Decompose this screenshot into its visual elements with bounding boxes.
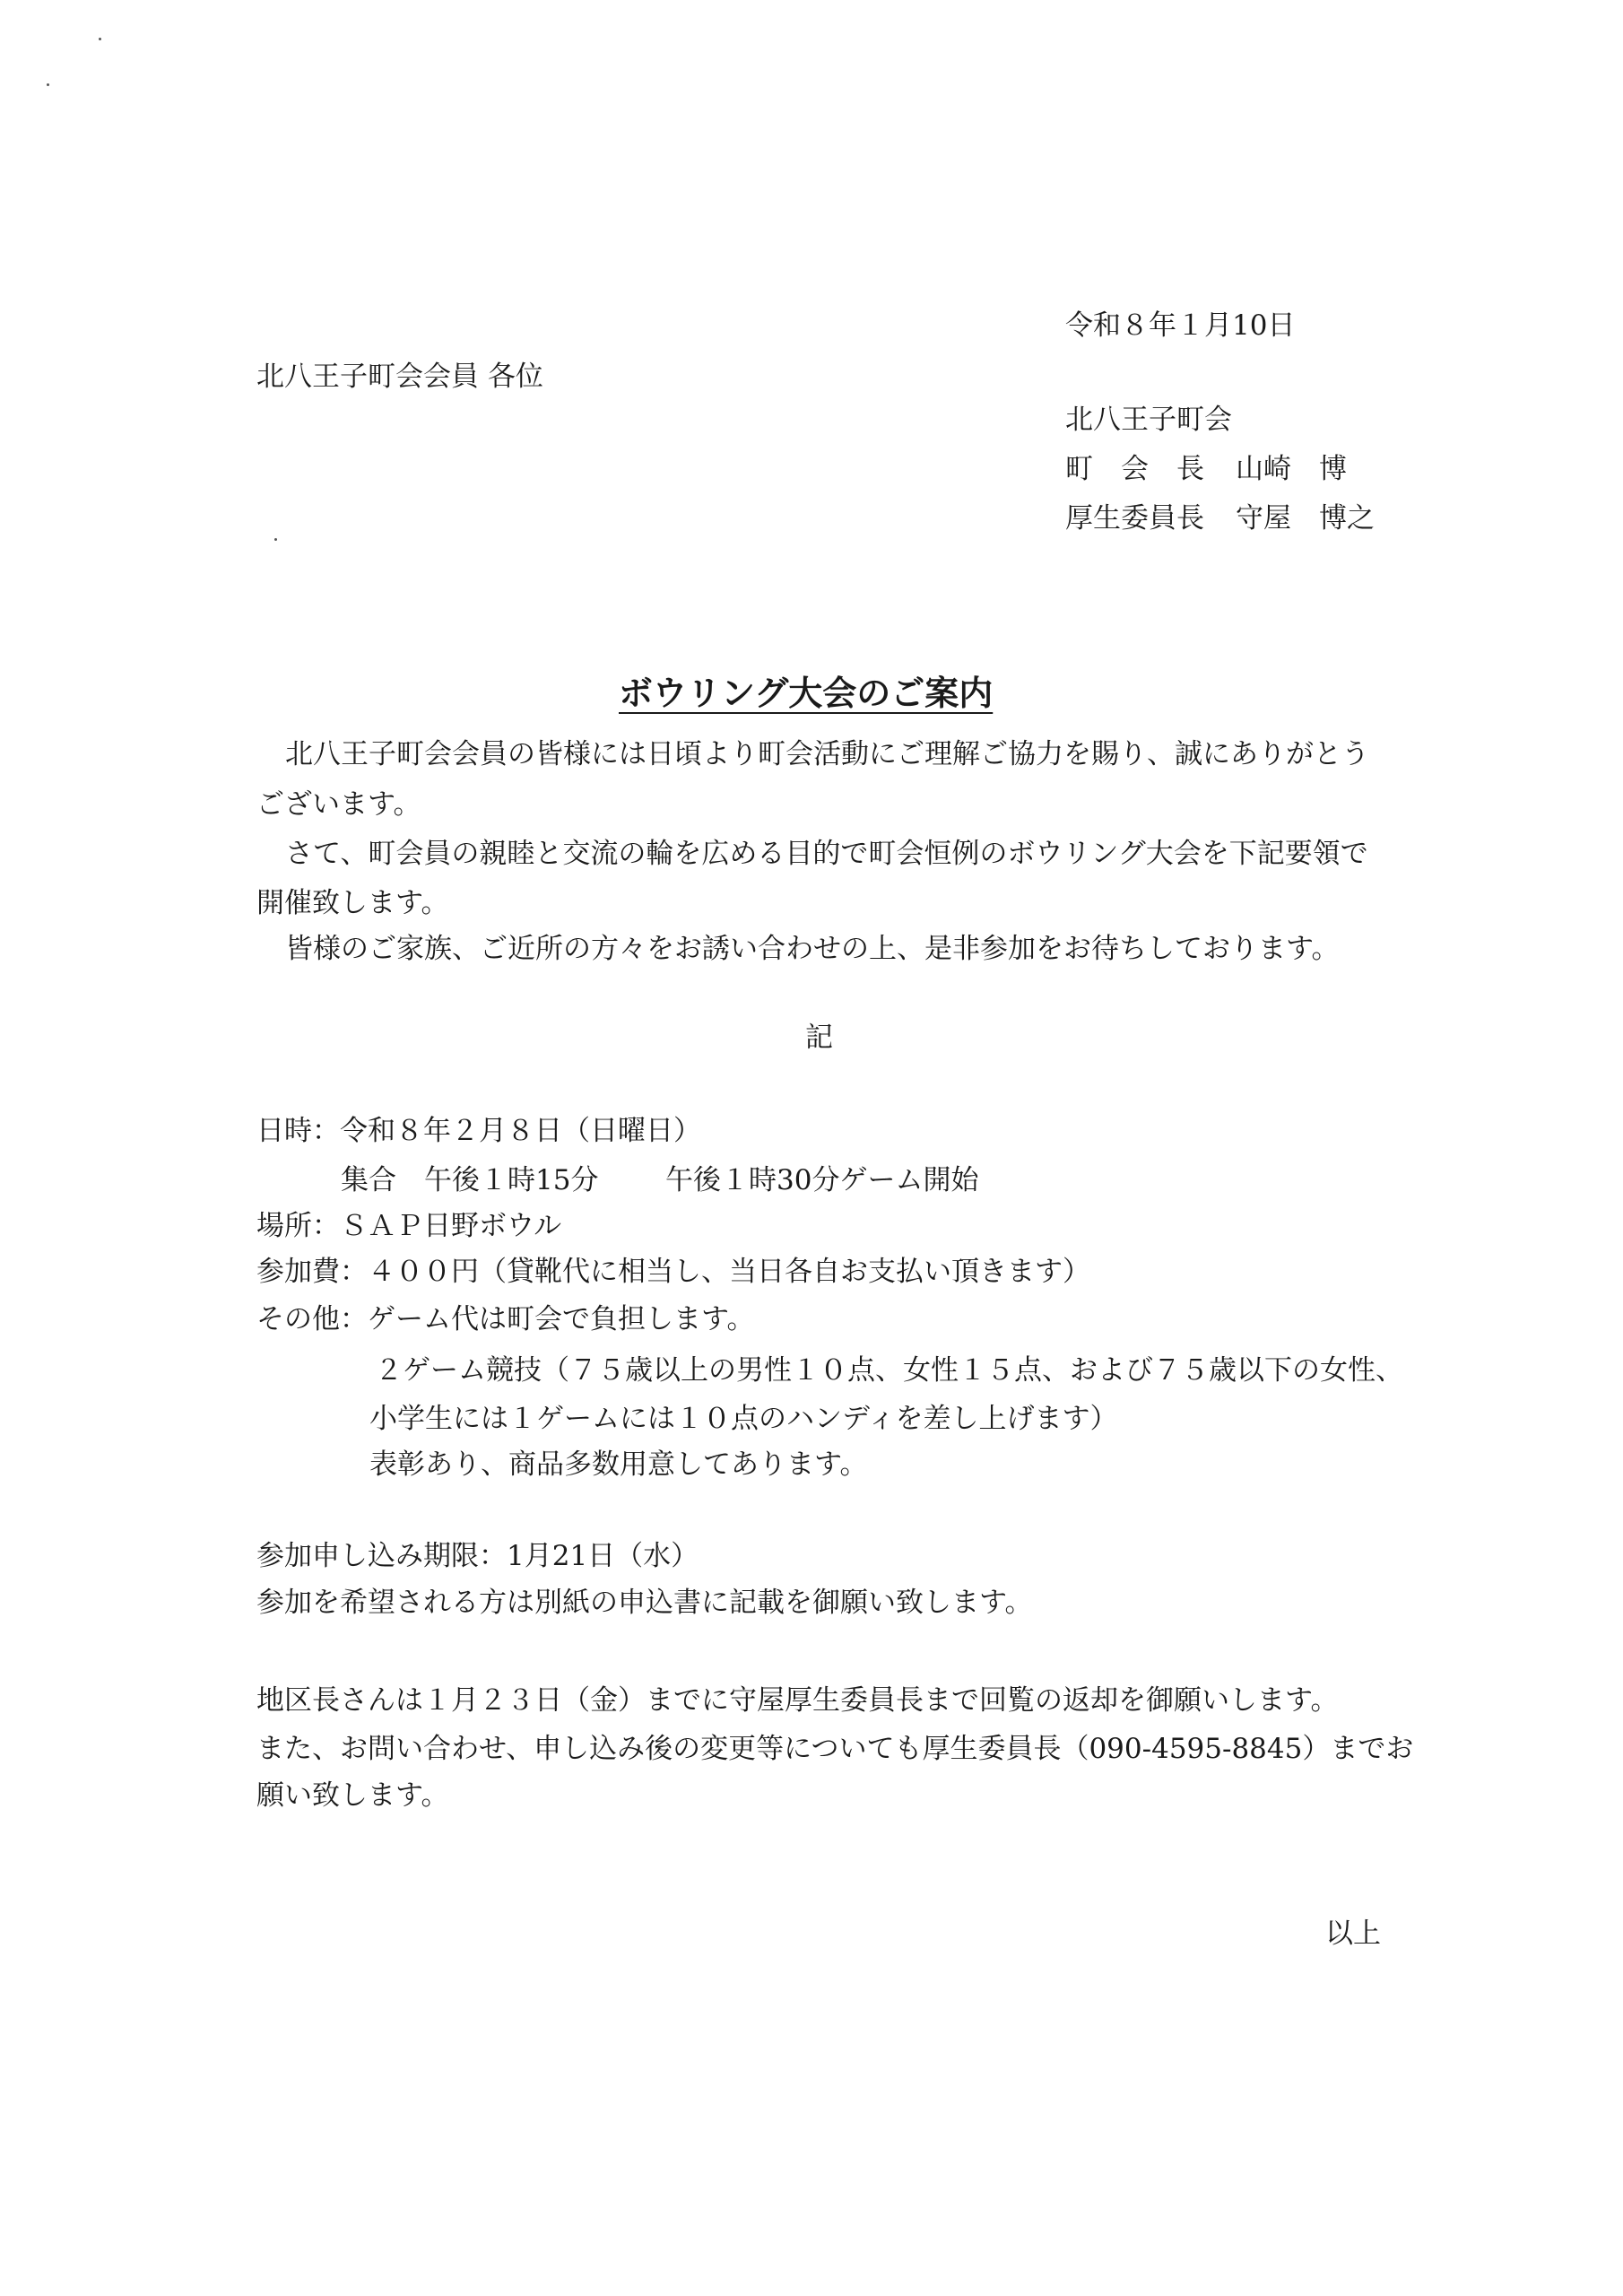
sender-welfare-title: 厚生委員長: [1065, 502, 1204, 535]
scan-speck: [274, 538, 277, 541]
recipient: 北八王子町会会員 各位: [256, 361, 543, 393]
sender-welfare-name: 守屋 博之: [1236, 502, 1375, 535]
intro-paragraph-2-line-2: 開催致します。: [256, 887, 449, 919]
detail-fee: 参加費：４００円（貸靴代に相当し、当日各自お支払い頂きます）: [256, 1256, 1090, 1288]
closing-line-3: 願い致します。: [256, 1779, 449, 1812]
detail-other-line-4: 表彰あり、商品多数用意してあります。: [369, 1448, 868, 1481]
detail-gather-time: 集合 午後１時15分: [341, 1164, 599, 1196]
ki-heading: 記: [805, 1022, 833, 1054]
intro-paragraph-1-line-1: 北八王子町会会員の皆様には日頃より町会活動にご理解ご協力を賜り、誠にありがとう: [285, 738, 1369, 770]
intro-paragraph-2-line-1: さて、町会員の親睦と交流の輪を広める目的で町会恒例のボウリング大会を下記要領で: [285, 838, 1368, 870]
sender-chair-title: 町 会 長: [1065, 453, 1204, 485]
closing-line-2: また、お問い合わせ、申し込み後の変更等についても厚生委員長（090-4595-8845）までお: [256, 1733, 1414, 1765]
detail-other: その他：ゲーム代は町会で負担します。: [256, 1303, 755, 1335]
closing-line-1: 地区長さんは１月２３日（金）までに守屋厚生委員長まで回覧の返却を御願いします。: [256, 1684, 1339, 1717]
intro-paragraph-1-line-2: ございます。: [256, 788, 421, 821]
detail-other-line-3: 小学生には１ゲームには１０点のハンディを差し上げます）: [369, 1403, 1118, 1435]
end-mark: 以上: [1325, 1918, 1381, 1950]
document-date: 令和８年１月10日: [1065, 309, 1296, 342]
deadline-line-1: 参加申し込み期限：1月21日（水）: [256, 1540, 699, 1572]
deadline-line-2: 参加を希望される方は別紙の申込書に記載を御願い致します。: [256, 1587, 1033, 1619]
scan-speck: [47, 83, 49, 86]
intro-paragraph-3: 皆様のご家族、ご近所の方々をお誘い合わせの上、是非参加をお待ちしております。: [285, 933, 1340, 965]
sender-org: 北八王子町会: [1065, 404, 1232, 436]
document-title: ボウリング大会のご案内: [619, 673, 994, 713]
scan-speck: [99, 38, 101, 40]
sender-chair-name: 山崎 博: [1236, 453, 1347, 485]
detail-datetime: 日時：令和８年２月８日（日曜日）: [256, 1115, 701, 1147]
detail-game-start: 午後１時30分ゲーム開始: [665, 1164, 979, 1196]
detail-other-line-2: ２ゲーム競技（７５歳以上の男性１０点、女性１５点、および７５歳以下の女性、: [375, 1354, 1403, 1387]
detail-place: 場所：ＳＡＰ日野ボウル: [256, 1210, 562, 1242]
